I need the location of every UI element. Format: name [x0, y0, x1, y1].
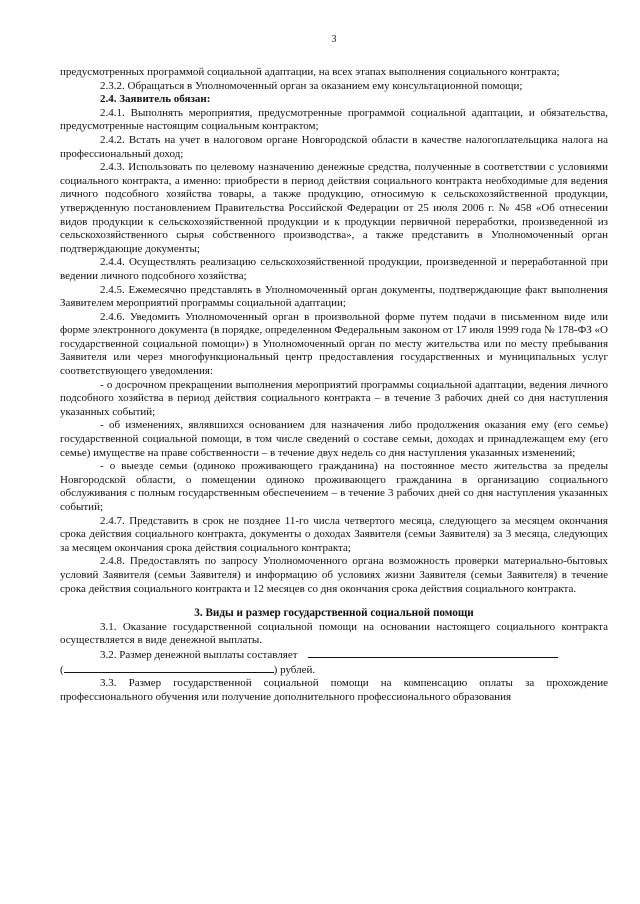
paragraph-2-4-7: 2.4.7. Представить в срок не позднее 11-го числа четвертого месяца, следующего за месяцем окончания срока действия социального контракта, документы о доходах Заявителя (семьи Заявителя) за 3 месяца, следующих за месяцем окончания срока действия социального контракта;	[60, 514, 608, 554]
paragraph-continuation: предусмотренных программой социальной адаптации, на всех этапах выполнения социального контракта;	[60, 66, 560, 78]
rubles-label: ) рублей.	[273, 663, 316, 676]
paragraph-2-3-2: 2.3.2. Обращаться в Уполномоченный орган за оказанием ему консультационной помощи;	[100, 79, 523, 92]
paragraph-3-1: 3.1. Оказание государственной социальной помощи на основании настоящего социального контракта осуществляется в виде денежной выплаты.	[60, 620, 608, 647]
paragraph-2-4-5: 2.4.5. Ежемесячно представлять в Уполномоченный орган документы, подтверждающие факт выполнения Заявителем мероприятий программы социальной адаптации;	[60, 283, 608, 310]
paragraph-2-4-8: 2.4.8. Предоставлять по запросу Уполномоченного органа возможность проверки материально-бытовых условий Заявителя (семьи Заявителя) и информацию об условиях жизни Заявителя (семьи Заявителя) в течение срока действия социального контракта и 12 месяцев со дня окончания срока действия социального контракта.	[60, 555, 608, 595]
payment-amount-words-field[interactable]	[64, 663, 274, 673]
paragraph-2-4-3: 2.4.3. Использовать по целевому назначению денежные средства, полученные в соответствии с условиями социального контракта, а именно: приобрести в период действия социального контракта необходимые для ведения личного подсобного хозяйства товары, а также продукцию, относимую к сельскохозяйственной продукции, утвержденную постановлением Правительства Российской Федерации от 25 июля 2006 г. № 458 «Об отнесении видов продукции к сельскохозяйственной продукции и к продукции первичной переработки, произведенной из сельскохозяйственного сырья собственного производства», а также представить в Уполномоченный орган подтверждающие документы;	[60, 161, 608, 255]
document-page	[60, 34, 608, 704]
payment-amount-label: 3.2. Размер денежной выплаты составляет	[100, 648, 298, 661]
paragraph-3-2	[60, 648, 608, 663]
heading-2-4: 2.4. Заявитель обязан:	[100, 93, 211, 106]
page-number: 3	[331, 34, 337, 45]
bullet-changes: - об изменениях, являвшихся основанием для назначения либо продолжения оказания ему (его семье) государственной социальной помощи, в том числе сведений о составе семьи, доходах и принадлежащем ему (его семье) имуществе на праве собственности – в течение двух недель со дня наступления указанных изменений;	[60, 419, 608, 459]
paragraph-2-4-6: 2.4.6. Уведомить Уполномоченный орган в произвольной форме путем подачи в письменном виде или форме электронного документа (в порядке, определенном Федеральным законом от 17 июля 1999 года № 178-ФЗ «О государственной социальной помощи») в Уполномоченный орган по месту жительства или по месту пребывания Заявителя или через многофункциональный центр предоставления государственных и муниципальных услуг соответствующего уведомления:	[60, 310, 608, 378]
section-3-title: 3. Виды и размер государственной социальной помощи	[194, 607, 474, 620]
bullet-early-termination: - о досрочном прекращении выполнения мероприятий программы социальной адаптации, ведения личного подсобного хозяйства в период действия социального контракта – в течение 3 рабочих дней со дня наступления указанных событий;	[60, 378, 608, 418]
paragraph-3-2-words	[60, 663, 608, 678]
open-paren: (	[60, 663, 64, 676]
paragraph-2-4-2: 2.4.2. Встать на учет в налоговом органе Новгородской области в качестве налогоплательщика налога на профессиональный доход;	[60, 133, 608, 160]
bullet-relocation: - о выезде семьи (одиноко проживающего гражданина) на постоянное место жительства за пределы Новгородской области, о помещении одиноко проживающего гражданина в организацию социального обслуживания с полным государственным обеспечением – в течение 3 рабочих дней со дня наступления указанных событий;	[60, 460, 608, 513]
payment-amount-field[interactable]	[308, 648, 558, 658]
paragraph-2-4-1: 2.4.1. Выполнять мероприятия, предусмотренные программой социальной адаптации, и обязательства, предусмотренные настоящим социальным контрактом;	[60, 106, 608, 133]
paragraph-2-4-4: 2.4.4. Осуществлять реализацию сельскохозяйственной продукции, произведенной и переработанной при ведении личного подсобного хозяйства;	[60, 256, 608, 282]
paragraph-3-3: 3.3. Размер государственной социальной помощи на компенсацию оплаты за прохождение профессионального обучения или получение дополнительного профессионального образования	[60, 677, 608, 703]
